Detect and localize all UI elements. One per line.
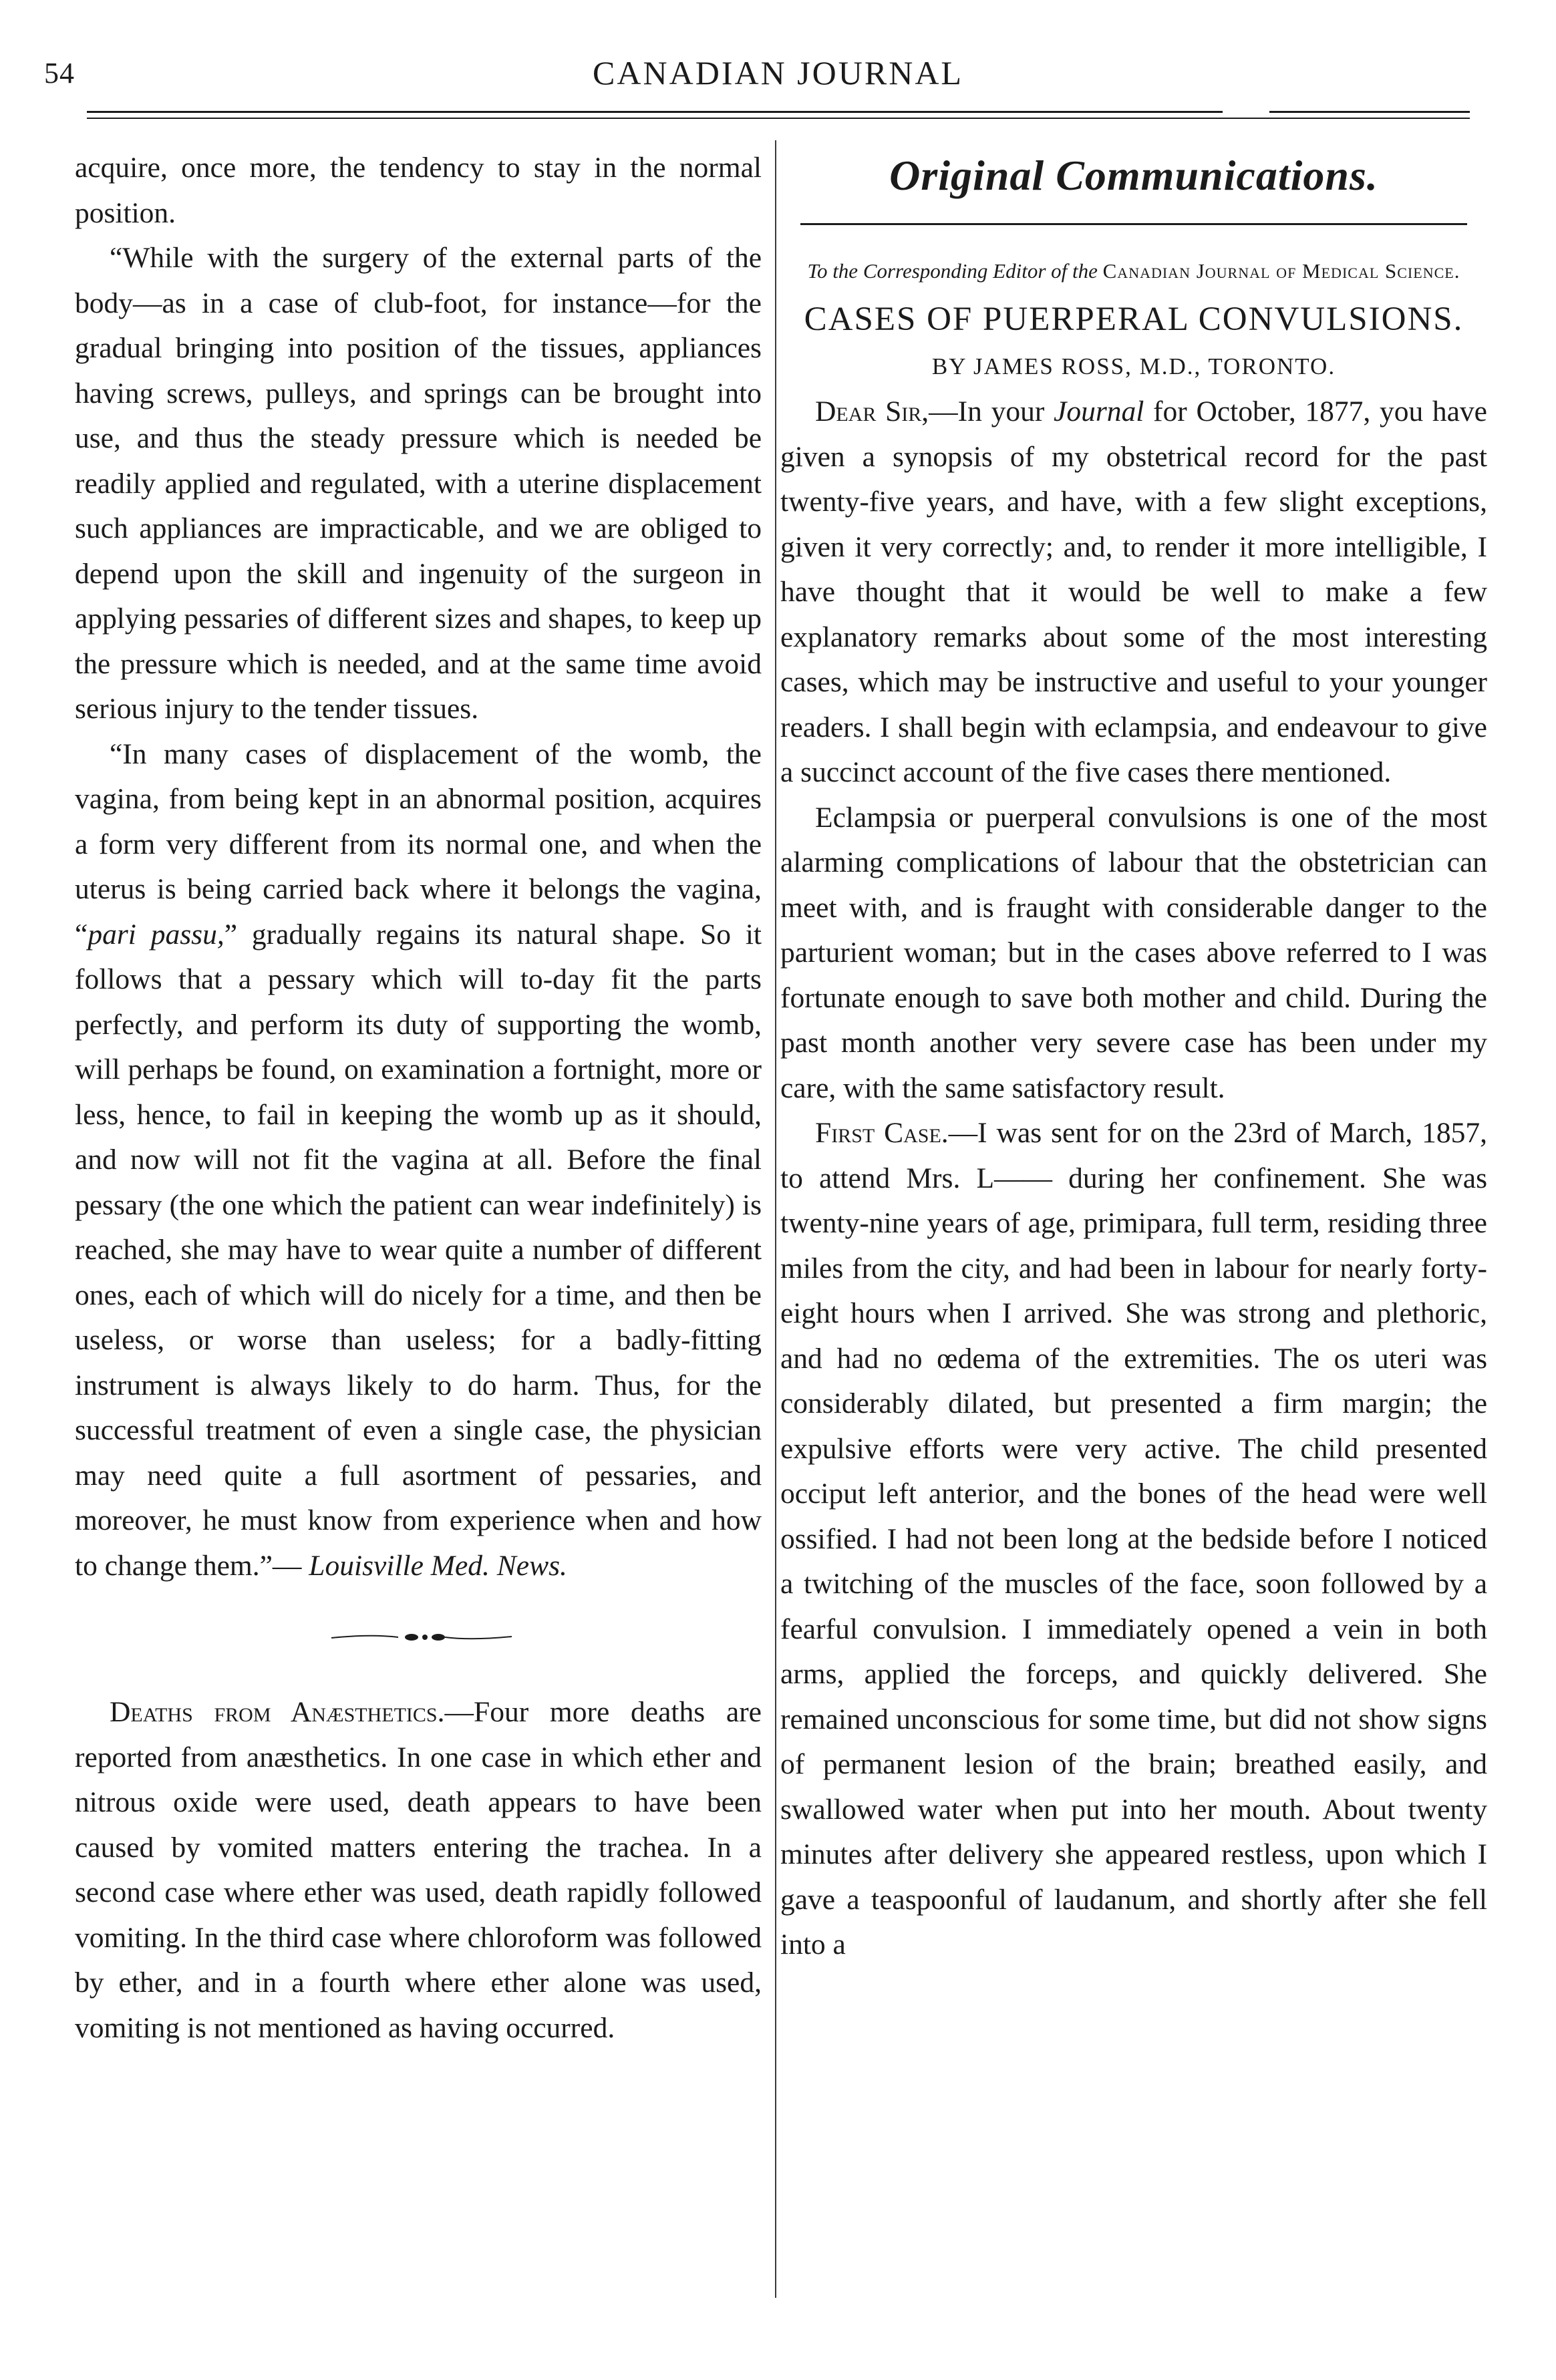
latin-phrase: pari passu, bbox=[88, 918, 224, 951]
paragraph-text: for October, 1877, you have given a synopsis of my obstetrical record for the past twenty-five years, and have, with a few slight exceptions, given it very correctly; and, to render it more intelligible, I have thought that it would be well to make a few explanatory remarks about some of the most interesting cases, which may be instructive and useful to your younger readers. I shall begin with eclampsia, and endeavour to give a succinct account of the five cases there mentioned. bbox=[780, 395, 1487, 788]
paragraph-vagina-displacement bbox=[75, 732, 762, 1589]
address-journal: Canadian Journal of Medical Science. bbox=[1102, 259, 1460, 283]
editor-address bbox=[780, 259, 1487, 284]
paragraph-opening-letter bbox=[780, 389, 1487, 796]
address-prefix: To the Corresponding Editor of the bbox=[807, 259, 1098, 283]
article-byline: BY JAMES ROSS, M.D., TORONTO. bbox=[931, 353, 1336, 379]
paragraph-text: —Four more deaths are reported from anæsthetics. In one case in which ether and nitrous oxide were used, death appears to have been caused by vomited matters entering the trachea. In a second case where ether was used, death rapidly followed vomiting. In the third case where chloroform was followed by ether, and in a fourth where ether alone was used, vomiting is not mentioned as having occurred. bbox=[75, 1696, 762, 2044]
paragraph-text: “In many cases of displacement of the womb, the vagina, from being kept in an abnormal position, acquires a form very different from its normal one, and when the uterus is being carried back where it belongs the vagina, “ bbox=[75, 737, 762, 951]
paragraph-first-case bbox=[780, 1111, 1487, 1968]
deaths-heading: Deaths from Anæsthetics. bbox=[110, 1696, 445, 1728]
page-number: 54 bbox=[44, 57, 75, 90]
right-column bbox=[780, 146, 1487, 1968]
journal-italic: Journal bbox=[1054, 395, 1144, 428]
salutation: Dear Sir, bbox=[815, 395, 929, 428]
first-case-label: First Case. bbox=[815, 1117, 949, 1149]
column-divider bbox=[775, 140, 776, 2298]
paragraph-eclampsia: Eclampsia or puerperal convulsions is one of the most alarming complications of labour that the obstetrician can meet with, and is fraught with considerable danger to the parturient woman; but in the cases above referred to I was fortunate enough to save both mother and child. During the past month another very severe case has been under my care, with the same satisfactory result. bbox=[780, 801, 1487, 1104]
paragraph-deaths-anaesthetics bbox=[75, 1690, 762, 2051]
paragraph-continuation: acquire, once more, the tendency to stay in the normal position. bbox=[75, 152, 762, 229]
paragraph-text: —I was sent for on the 23rd of March, 1857, to attend Mrs. L—— during her confinement. She was twenty-nine years of age, primipara, full term, residing three miles from the city, and had been in labour for nearly forty-eight hours when I arrived. She was strong and plethoric, and had no œdema of the extremities. The os uteri was considerably dilated, but presented a firm margin; the expulsive efforts were very active. The child presented occiput left anterior, and the bones of the head were well ossified. I had not been long at the bedside before I noticed a twitching of the muscles of the face, soon followed by a fearful convulsion. I immediately opened a vein in both arms, applied the forceps, and quickly delivered. She remained unconscious for some time, but did not show signs of permanent lesion of the brain; breathed easily, and swallowed water when put into her mouth. About twenty minutes after delivery she appeared restless, upon which I gave a teaspoonful of laudanum, and shortly after she fell into a bbox=[780, 1117, 1487, 1961]
ornament-divider bbox=[318, 1627, 518, 1647]
header-rule-bottom bbox=[87, 118, 1470, 119]
source-citation: Louisville Med. News. bbox=[309, 1549, 567, 1582]
running-head-title: CANADIAN JOURNAL bbox=[593, 54, 963, 92]
article-title: CASES OF PUERPERAL CONVULSIONS. bbox=[804, 301, 1464, 338]
section-rule bbox=[800, 223, 1467, 225]
section-title: Original Communications. bbox=[889, 152, 1378, 199]
paragraph-text: ” gradually regains its natural shape. So it follows that a pessary which will to-day fit the parts perfectly, and perform its duty of supporting the womb, will perhaps be found, on examination a fortnight, more or less, hence, to fail in keeping the womb up as it should, and now will not fit the vagina at all. Before the final pessary (the one which the patient can wear indefinitely) is reached, she may have to wear quite a number of different ones, each of which will do nicely for a time, and then be useless, or worse than useless; for a badly-fitting instrument is always likely to do harm. Thus, for the successful treatment of even a single case, the physician may need quite a full asortment of pessaries, and moreover, he must know from experience when and how to change them.”— bbox=[75, 918, 762, 1582]
header-rule-top bbox=[87, 111, 1223, 113]
paragraph-surgery-appliances: “While with the surgery of the external parts of the body—as in a case of club-foot, for instance—for the gradual bringing into position of the tissues, appliances having screws, pulleys, and springs can be brought into use, and thus the steady pressure which is needed be readily applied and regulated, with a uterine displacement such appliances are impracticable, and we are obliged to depend upon the skill and ingenuity of the surgeon in applying pessaries of different sizes and shapes, to keep up the pressure which is needed, and at the same time avoid serious injury to the tender tissues. bbox=[75, 242, 762, 725]
header-rule-top-right bbox=[1269, 111, 1470, 113]
paragraph-text: —In your bbox=[929, 395, 1054, 428]
left-column bbox=[75, 146, 762, 2051]
